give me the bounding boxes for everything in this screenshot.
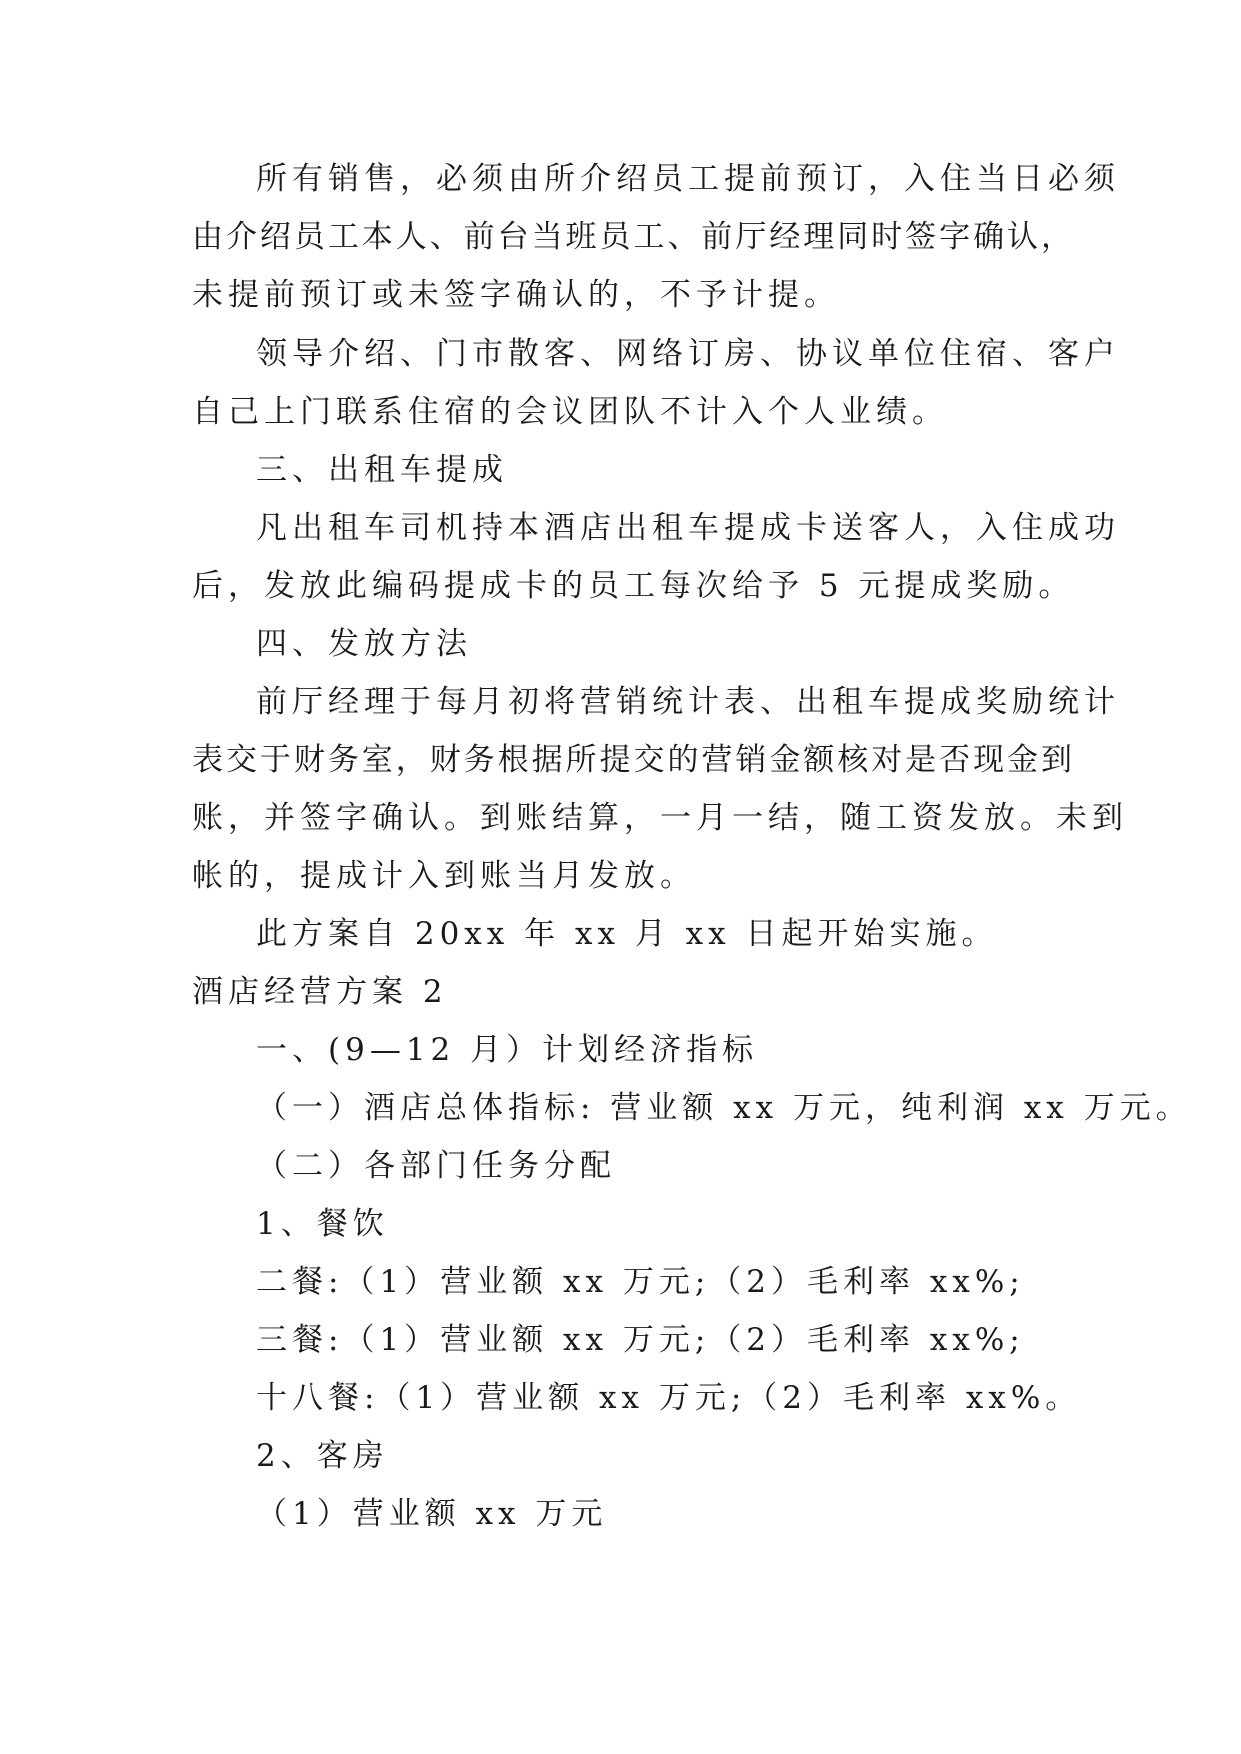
list-item: 十八餐:（1）营业额 xx 万元;（2）毛利率 xx%。	[256, 1380, 1082, 1416]
section-heading: （二）各部门任务分配	[256, 1148, 616, 1184]
text-line: 表交于财务室，财务根据所提交的营销金额核对是否现金到	[192, 742, 1072, 778]
list-item: （1）营业额 xx 万元	[256, 1496, 608, 1532]
section-heading: 四、发放方法	[256, 626, 472, 662]
list-item: 2、客房	[256, 1438, 389, 1474]
text-line: 前厅经理于每月初将营销统计表、出租车提成奖励统计	[256, 684, 1120, 720]
text-line: 由介绍员工本人、前台当班员工、前厅经理同时签字确认，	[192, 219, 1072, 255]
text-line: 凡出租车司机持本酒店出租车提成卡送客人，入住成功	[256, 510, 1120, 546]
list-item: 三餐:（1）营业额 xx 万元;（2）毛利率 xx%;	[256, 1322, 1025, 1358]
list-item: 二餐:（1）营业额 xx 万元;（2）毛利率 xx%;	[256, 1264, 1025, 1300]
text-line: 所有销售，必须由所介绍员工提前预订，入住当日必须	[256, 161, 1120, 197]
text-line: （一）酒店总体指标: 营业额 xx 万元，纯利润 xx 万元。	[256, 1090, 1192, 1126]
text-line: 帐的，提成计入到账当月发放。	[192, 858, 696, 894]
document-title: 酒店经营方案 2	[192, 974, 448, 1010]
text-line: 此方案自 20xx 年 xx 月 xx 日起开始实施。	[256, 916, 998, 952]
text-line: 后，发放此编码提成卡的员工每次给予 5 元提成奖励。	[192, 568, 1075, 604]
text-line: 领导介绍、门市散客、网络订房、协议单位住宿、客户	[256, 336, 1120, 372]
text-line: 账，并签字确认。到账结算，一月一结，随工资发放。未到	[192, 800, 1128, 836]
section-heading: 一、(9—12 月）计划经济指标	[256, 1032, 759, 1068]
text-line: 未提前预订或未签字确认的，不予计提。	[192, 277, 840, 313]
section-heading: 三、出租车提成	[256, 452, 508, 488]
list-item: 1、餐饮	[256, 1206, 389, 1242]
text-line: 自己上门联系住宿的会议团队不计入个人业绩。	[192, 394, 948, 430]
